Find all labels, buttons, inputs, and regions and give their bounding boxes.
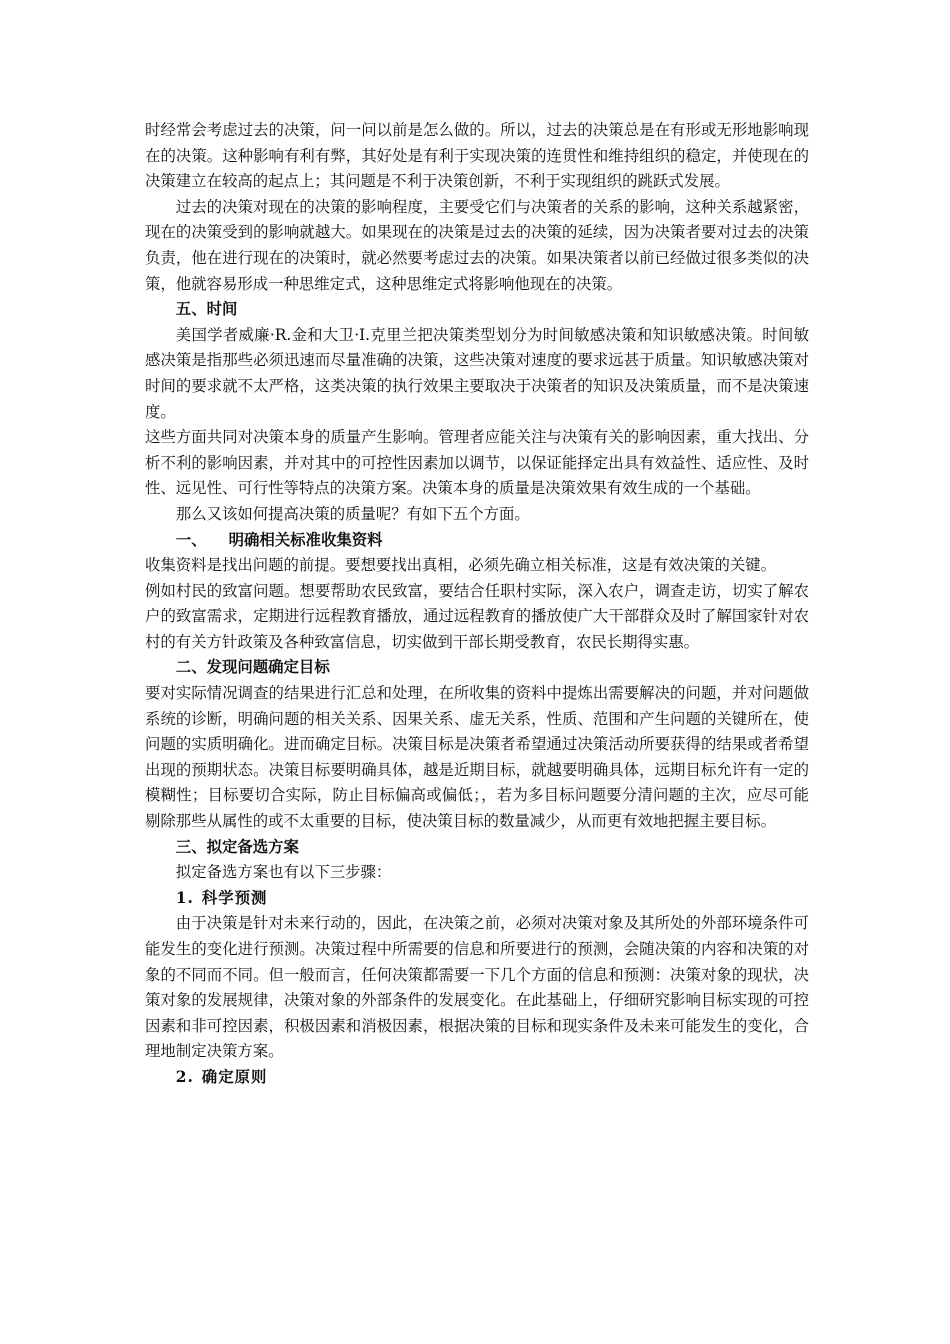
paragraph: 美国学者威廉·R.金和大卫·I.克里兰把决策类型划分为时间敏感决策和知识敏感决策。时间敏感决策是指那些必须迅速而尽量准确的决策，这些决策对速度的要求远甚于质量。知识敏感决策对时间的要求就不太严格，这类决策的执行效果主要取决于决策者的知识及决策质量，而不是决策速度。 [145,325,809,421]
paragraph: 那么又该如何提高决策的质量呢？有如下五个方面。 [175,504,530,523]
heading-number: 一、 [175,530,207,549]
section-heading-collect-data [145,528,809,554]
heading-text: 明确相关标准收集资料 [228,530,383,549]
subheading-text: 确定原则 [201,1067,268,1086]
subheading-forecast [145,886,809,912]
paragraph: 过去的决策对现在的决策的影响程度，主要受它们与决策者的关系的影响，这种关系越紧密，现在的决策受到的影响就越大。如果现在的决策是过去的决策的延续，因为决策者要对过去的决策负责，他在进行现在的决策时，就必然要考虑过去的决策。如果决策者以前已经做过很多类似的决策，他就容易形成一种思维定式，这种思维定式将影响他现在的决策。 [145,197,809,293]
paragraph: 时经常会考虑过去的决策，问一问以前是怎么做的。所以，过去的决策总是在有形或无形地影响现在的决策。这种影响有利有弊，其好处是有利于实现决策的连贯性和维持组织的稳定，并使现在的决策建立在较高的起点上；其问题是不利于决策创新，不利于实现组织的跳跃式发展。 [145,121,809,191]
document-page [145,118,809,1091]
paragraph: 这些方面共同对决策本身的质量产生影响。管理者应能关注与决策有关的影响因素，重大找出、分析不利的影响因素，并对其中的可控性因素加以调节，以保证能择定出具有效益性、适应性、及时性、远见性、可行性等特点的决策方案。决策本身的质量是决策效果有效生成的一个基础。 [145,428,809,498]
subheading-number: 1. [175,888,194,907]
paragraph: 例如村民的致富问题。想要帮助农民致富，要结合任职村实际，深入农户，调查走访，切实了解农户的致富需求，定期进行远程教育播放，通过远程教育的播放使广大干部群众及时了解国家针对农村的有关方针政策及各种致富信息，切实做到干部长期受教育，农民长期得实惠。 [145,581,809,651]
subheading-principles [145,1065,809,1091]
subheading-number: 2. [175,1067,194,1086]
paragraph: 由于决策是针对未来行动的，因此，在决策之前，必须对决策对象及其所处的外部环境条件可能发生的变化进行预测。决策过程中所需要的信息和所要进行的预测，会随决策的内容和决策的对象的不同而不同。但一般而言，任何决策都需要一下几个方面的信息和预测：决策对象的现状，决策对象的发展规律，决策对象的外部条件的发展变化。在此基础上，仔细研究影响目标实现的可控因素和非可控因素，积极因素和消极因素，根据决策的目标和现实条件及未来可能发生的变化，合理地制定决策方案。 [145,914,809,1061]
section-heading-alternatives: 三、拟定备选方案 [175,837,299,856]
subheading-text: 科学预测 [201,888,268,907]
section-heading-time: 五、时间 [175,300,238,319]
paragraph: 拟定备选方案也有以下三步骤： [175,863,392,882]
paragraph: 收集资料是找出问题的前提。要想要找出真相，必须先确立相关标准，这是有效决策的关键。 [145,556,777,575]
section-heading-find-problem: 二、发现问题确定目标 [175,658,330,677]
paragraph: 要对实际情况调查的结果进行汇总和处理，在所收集的资料中提炼出需要解决的问题，并对问题做系统的诊断，明确问题的相关关系、因果关系、虚无关系，性质、范围和产生问题的关键所在，使问题的实质明确化。进而确定目标。决策目标是决策者希望通过决策活动所要获得的结果或者希望出现的预期状态。决策目标要明确具体，越是近期目标，就越要明确具体，远期目标允许有一定的模糊性；目标要切合实际，防止目标偏高或偏低；，若为多目标问题要分清问题的主次，应尽可能剔除那些从属性的或不太重要的目标，使决策目标的数量减少，从而更有效地把握主要目标。 [145,684,809,831]
